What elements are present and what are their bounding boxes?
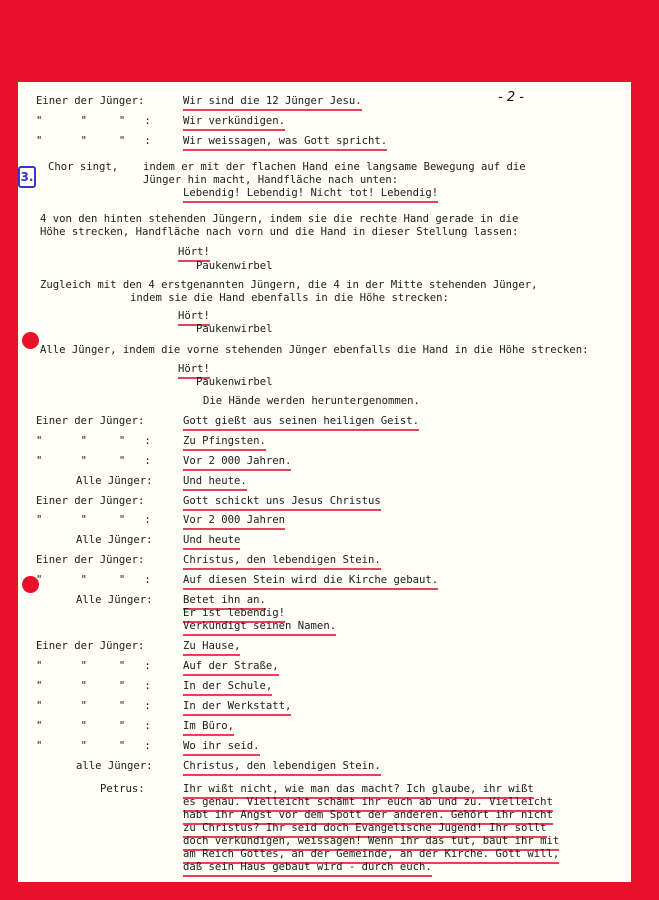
script-line-text: Hört! [178, 246, 210, 262]
script-line-text: Die Hände werden heruntergenommen. [203, 395, 420, 407]
script-line-text: Höhe strecken, Handfläche nach vorn und die Hand in dieser Stellung lassen: [40, 226, 519, 238]
speaker-label: " " " : [36, 740, 151, 752]
script-line-text: 4 von den hinten stehenden Jüngern, indem sie die rechte Hand gerade in die [40, 213, 519, 225]
speaker-label: Einer der Jünger: [36, 640, 145, 652]
script-line-text: indem er mit der flachen Hand eine langsame Bewegung auf die [143, 161, 526, 173]
script-line-text: Christus, den lebendigen Stein. [183, 554, 381, 570]
script-line-text: Betet ihn an. [183, 594, 266, 610]
speaker-label: " " " : [36, 435, 151, 447]
speaker-label: " " " : [36, 660, 151, 672]
speaker-label: alle Jünger: [76, 760, 153, 772]
script-line-text: In der Werkstatt, [183, 700, 291, 716]
speaker-label: Alle Jünger: [76, 594, 153, 606]
script-line-text: Wir verkündigen. [183, 115, 285, 131]
script-line-text: Christus, den lebendigen Stein. [183, 760, 381, 776]
script-line-text: am Reich Gottes, an der Gemeinde, an der Kirche. Gott will, [183, 848, 559, 864]
script-line-text: indem sie die Hand ebenfalls in die Höhe strecken: [130, 292, 449, 304]
script-line-text: Hört! [178, 310, 210, 326]
speaker-label: " " " : [36, 700, 151, 712]
script-line-text: daß sein Haus gebaut wird - durch euch. [183, 861, 432, 877]
script-line-text: Paukenwirbel [196, 376, 273, 388]
margin-mark: 3. [18, 166, 36, 188]
speaker-label: Alle Jünger: [76, 534, 153, 546]
script-line-text: Paukenwirbel [196, 323, 273, 335]
speaker-label: Alle Jünger: [76, 475, 153, 487]
script-line-text: Und heute [183, 534, 240, 550]
script-line-text: Vor 2 000 Jahren [183, 514, 285, 530]
script-line-text: Auf der Straße, [183, 660, 279, 676]
script-line-text: Im Büro, [183, 720, 234, 736]
script-line-text: Paukenwirbel [196, 260, 273, 272]
script-line-text: Gott schickt uns Jesus Christus [183, 495, 381, 511]
speaker-label: Einer der Jünger: [36, 554, 145, 566]
script-line-text: es genau. Vielleicht schämt ihr euch ab und zu. Vielleicht [183, 796, 553, 812]
typewritten-page [18, 82, 631, 882]
script-line-text: In der Schule, [183, 680, 272, 696]
speaker-label: " " " : [36, 720, 151, 732]
speaker-label: Einer der Jünger: [36, 495, 145, 507]
page-number: - 2 - [498, 90, 524, 105]
speaker-label: Petrus: [100, 783, 145, 795]
speaker-label: Chor singt, [48, 161, 119, 173]
speaker-label: " " " : [36, 455, 151, 467]
script-line-text: Lebendig! Lebendig! Nicht tot! Lebendig! [183, 187, 438, 203]
script-line-text: Zu Pfingsten. [183, 435, 266, 451]
speaker-label: Einer der Jünger: [36, 415, 145, 427]
punch-hole-dot [22, 332, 39, 349]
script-line-text: Wir sind die 12 Jünger Jesu. [183, 95, 362, 111]
script-line-text: Gott gießt aus seinen heiligen Geist. [183, 415, 419, 431]
script-line-text: Ihr wißt nicht, wie man das macht? Ich glaube, ihr wißt [183, 783, 534, 799]
script-line-text: zu Christus? Ihr seid doch Evangelische Jugend! Ihr sollt [183, 822, 547, 838]
script-line-text: Zugleich mit den 4 erstgenannten Jüngern, die 4 in der Mitte stehenden Jünger, [40, 279, 538, 291]
speaker-label: " " " : [36, 514, 151, 526]
script-line-text: Vor 2 000 Jahren. [183, 455, 291, 471]
script-line-text: Wir weissagen, was Gott spricht. [183, 135, 387, 151]
script-line-text: Alle Jünger, indem die vorne stehenden Jünger ebenfalls die Hand in die Höhe strecken: [40, 344, 589, 356]
script-line-text: Wo ihr seid. [183, 740, 260, 756]
speaker-label: " " " : [36, 115, 151, 127]
speaker-label: Einer der Jünger: [36, 95, 145, 107]
script-line-text: Verkündigt seinen Namen. [183, 620, 336, 636]
speaker-label: " " " : [36, 574, 151, 586]
speaker-label: " " " : [36, 135, 151, 147]
script-line-text: habt ihr Angst vor dem Spott der anderen. Gehört ihr nicht [183, 809, 553, 825]
script-line-text: Und heute. [183, 475, 247, 491]
script-line-text: Hört! [178, 363, 210, 379]
script-line-text: doch verkündigen, weissagen! Wenn ihr das tut, baut ihr mit [183, 835, 559, 851]
script-line-text: Jünger hin macht, Handfläche nach unten: [143, 174, 399, 186]
script-line-text: Er ist lebendig! [183, 607, 285, 623]
speaker-label: " " " : [36, 680, 151, 692]
script-line-text: Auf diesen Stein wird die Kirche gebaut. [183, 574, 438, 590]
script-line-text: Zu Hause, [183, 640, 240, 656]
